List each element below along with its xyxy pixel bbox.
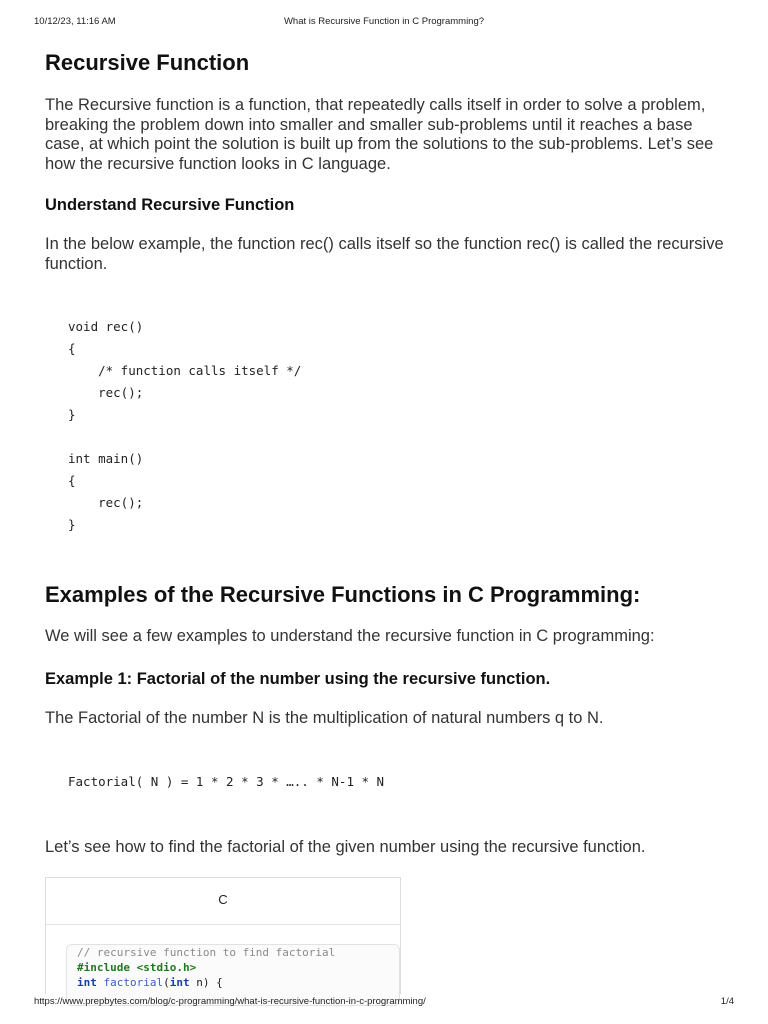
examples-heading: Examples of the Recursive Functions in C Programming: [45,582,641,607]
snippet-paren: ( [163,976,170,989]
page-number: 1/4 [720,996,734,1007]
language-tab-c[interactable]: C [46,878,400,925]
snippet-rest: n) { [189,976,223,989]
example1-heading: Example 1: Factorial of the number using the recursive function. [45,670,551,688]
understand-paragraph: In the below example, the function rec() calls itself so the function rec() is called the recursive function. [45,235,724,273]
intro-paragraph: The Recursive function is a function, that repeatedly calls itself in order to solve a problem, breaking the problem down into smaller and smaller sub-problems until it reaches a base case, at which point the solution is built up from the solutions to the sub-problems. Let’s see how the recursive function looks in C language. [45,96,714,173]
code-line: /* function calls itself */ [68,363,302,378]
snippet-include: #include <stdio.h> [77,961,197,974]
code-line: int main() [68,451,144,466]
code-line: rec(); [68,495,144,510]
formula-line: Factorial( N ) = 1 * 2 * 3 * ….. * N-1 * N [68,774,385,789]
print-footer [34,996,734,1010]
code-line: { [68,341,76,356]
code-snippet-box [45,877,401,994]
print-datetime: 10/12/23, 11:16 AM [34,16,116,27]
code-line: } [68,517,76,532]
snippet-comment: // recursive function to find factorial [77,946,336,959]
print-url: https://www.prepbytes.com/blog/c-programming/what-is-recursive-function-in-c-programming/ [34,996,426,1007]
snippet-signature [77,975,389,990]
print-doc-title: What is Recursive Function in C Programming? [283,16,485,27]
snippet-keyword-param: int [169,976,190,989]
factorial-definition: The Factorial of the number N is the multiplication of natural numbers q to N. [45,709,604,727]
snippet-keyword: int [77,976,97,989]
code-line: { [68,473,76,488]
snippet-function-name: factorial [103,976,164,989]
code-block-rec [68,316,301,536]
code-line: rec(); [68,385,144,400]
code-line [68,426,301,448]
factorial-howto: Let’s see how to find the factorial of the given number using the recursive function. [45,838,646,856]
code-line: void rec() [68,319,144,334]
print-header [34,16,734,30]
code-line: } [68,407,76,422]
examples-intro: We will see a few examples to understand the recursive function in C programming: [45,627,655,645]
understand-heading: Understand Recursive Function [45,196,295,214]
factorial-formula [68,771,384,793]
page-title: Recursive Function [45,50,250,75]
